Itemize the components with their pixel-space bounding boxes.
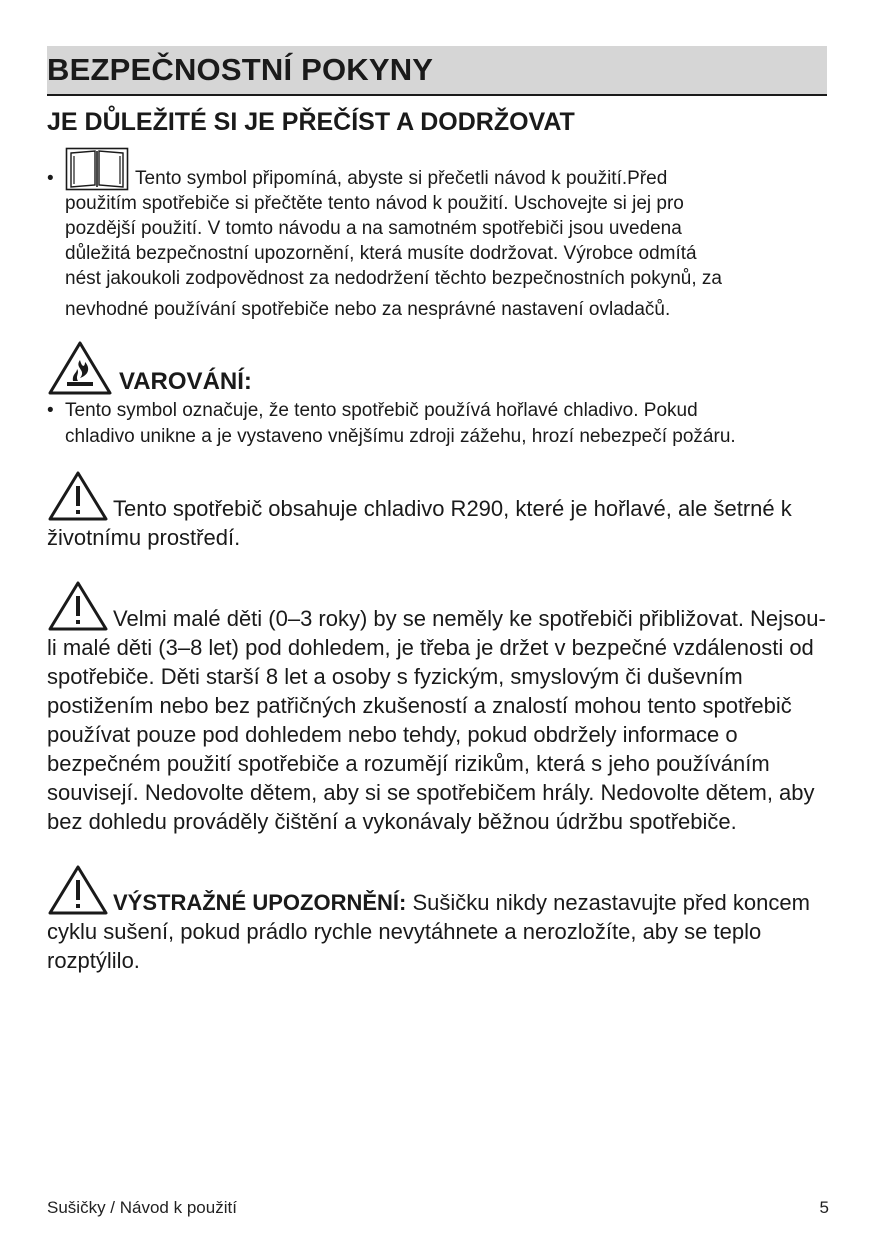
intro-line: důležitá bezpečnostní upozornění, která musíte dodržovat. Výrobce odmítá	[65, 243, 697, 264]
caution-label: VÝSTRAŽNÉ UPOZORNĚNÍ:	[113, 890, 407, 915]
warning-text	[47, 398, 827, 450]
page-number: 5	[819, 1198, 829, 1217]
caution-text: Sušičku nikdy nezastavujte před koncem cyklu sušení, pokud prádlo rychle nevytáhnete a nerozložíte, aby se teplo rozptýlilo.	[47, 890, 810, 973]
section-subtitle: JE DŮLEŽITÉ SI JE PŘEČÍST A DODRŽOVAT	[47, 108, 575, 136]
section-title-bar	[47, 46, 827, 96]
refrigerant-text: Tento spotřebič obsahuje chladivo R290, které je hořlavé, ale šetrné k životnímu prostředí.	[47, 496, 792, 550]
warning-triangle-icon	[47, 580, 109, 632]
intro-line: nést jakoukoli zodpovědnost za nedodržení těchto bezpečnostních pokynů, za	[65, 268, 722, 289]
footer-doc-title: Sušičky / Návod k použití	[47, 1198, 237, 1217]
manual-page	[47, 46, 827, 975]
intro-line: pozdější použití. V tomto návodu a na samotném spotřebiči jsou uvedena	[65, 218, 682, 239]
warning-heading	[47, 340, 827, 396]
intro-block	[47, 147, 827, 322]
warning-line: chladivo unikne a je vystaveno vnějšímu zdroji zážehu, hrozí nebezpečí požáru.	[65, 426, 736, 447]
intro-line: použitím spotřebiče si přečtěte tento návod k použití. Uschovejte si jej pro	[65, 193, 684, 214]
warning-triangle-icon	[47, 864, 109, 916]
intro-first-line: Tento symbol připomíná, abyste si přečetli návod k použití.Před	[135, 168, 668, 189]
intro-last-line: nevhodné používání spotřebiče nebo za nesprávné nastavení ovladačů.	[65, 299, 671, 320]
bullet: •	[47, 400, 54, 421]
warning-line: Tento symbol označuje, že tento spotřebič používá hořlavé chladivo. Pokud	[65, 400, 698, 421]
warning-label: VAROVÁNÍ:	[119, 368, 252, 395]
page-title: BEZPEČNOSTNÍ POKYNY	[47, 52, 434, 87]
caution-paragraph	[47, 864, 827, 975]
refrigerant-paragraph	[47, 470, 827, 552]
page-footer	[47, 1198, 829, 1218]
warning-triangle-icon	[47, 470, 109, 522]
flammable-warning-icon	[47, 340, 113, 396]
bullet: •	[47, 168, 54, 189]
book-icon	[65, 147, 129, 191]
children-text: Velmi malé děti (0–3 roky) by se neměly ke spotřebiči přibližovat. Nejsou-li malé děti (3–8 let) pod dohledem, je třeba je držet v bezpečné vzdálenosti od spotřebiče. Děti starší 8 let a osoby s fyzickým, smyslovým či duševním postižením nebo bez patřičných zkušeností a znalostí mohou tento spotřebič používat pouze pod dohledem nebo tehdy, pokud obdržely informace o bezpečném použití spotřebiče a rozumějí rizikům, která s jeho používáním souvisejí. Nedovolte dětem, aby si se spotřebičem hrály. Nedovolte dětem, aby bez dohledu prováděly čištění a vykonávaly běžnou údržbu spotřebiče.	[47, 606, 826, 834]
children-paragraph	[47, 580, 827, 836]
